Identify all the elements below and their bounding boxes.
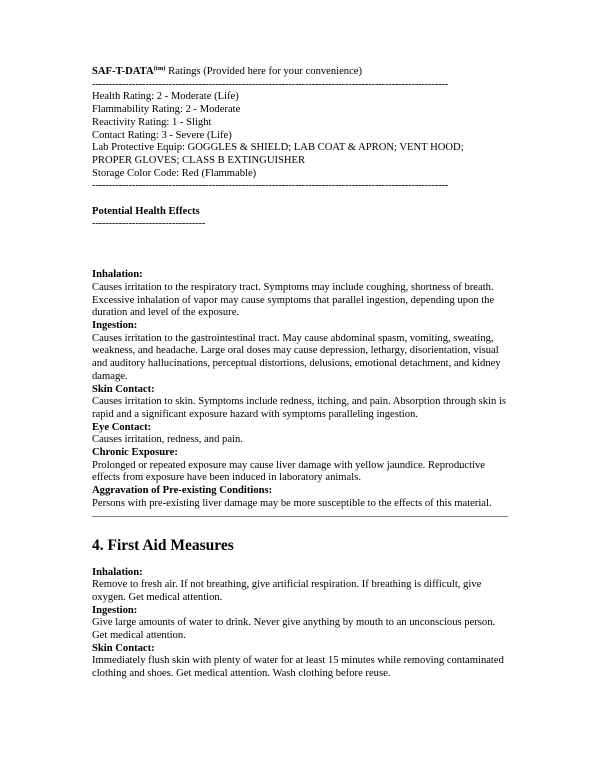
health-effect-label: Ingestion: <box>92 320 138 331</box>
rating-line-flammability: Flammability Rating: 2 - Moderate <box>92 104 241 116</box>
health-effect-text: Persons with pre-existing liver damage may be more susceptible to the effects of this material. <box>92 497 492 509</box>
lab-protective-equip-line-2: PROPER GLOVES; CLASS B EXTINGUISHER <box>92 154 306 166</box>
health-effects-dashes: ---------------------------------- <box>92 218 206 230</box>
health-effect-label: Skin Contact: <box>92 383 155 395</box>
first-aid-text: Immediately flush skin with plenty of water for at least 15 minutes while removing contaminated clothing and shoes. Get medical attention. Wash clothing before reuse. <box>92 655 504 680</box>
health-effect-ingestion <box>92 320 512 384</box>
dash-separator-top: ----------------------------------------------------------------------------------------------------------- <box>92 78 449 90</box>
health-effect-text: Causes irritation to skin. Symptoms include redness, itching, and pain. Absorption through skin is rapid and a significant exposure hazard with symptoms paralleling ingestion. <box>92 396 507 420</box>
health-effect-text: Causes irritation to the gastrointestinal tract. May cause abdominal spasm, vomiting, sweating, weakness, and headache. Large oral doses may cause depression, lethargy, disorientation, visual and auditory hallucinations, perceptual distortions, delusions, emotional detachment, and kidney damage. <box>92 332 501 382</box>
rating-line-contact: Contact Rating: 3 - Severe (Life) <box>92 129 232 141</box>
health-effect-text: Causes irritation, redness, and pain. <box>92 434 243 446</box>
first-aid-inhalation <box>92 567 512 605</box>
section-divider <box>92 516 508 517</box>
saf-t-data-title: SAF-T-DATA <box>92 66 154 77</box>
health-effect-aggravation <box>92 485 512 510</box>
health-effect-inhalation <box>92 269 512 320</box>
health-effect-text: Prolonged or repeated exposure may cause liver damage with yellow jaundice. Reproductive effects from exposure have been induced in laboratory animals. <box>92 459 486 484</box>
health-effect-chronic-exposure <box>92 447 512 485</box>
first-aid-label: Skin Contact: <box>92 642 155 654</box>
trademark-superscript: (tm) <box>153 65 166 72</box>
health-effect-label: Chronic Exposure: <box>92 447 178 459</box>
lab-protective-equip-line-1: Lab Protective Equip: GOGGLES & SHIELD; LAB COAT & APRON; VENT HOOD; <box>92 142 464 154</box>
first-aid-text: Remove to fresh air. If not breathing, give artificial respiration. If breathing is difficult, give oxygen. Get medical attention. <box>92 579 482 603</box>
health-effect-label: Aggravation of Pre-existing Conditions: <box>92 485 273 497</box>
first-aid-ingestion <box>92 605 512 643</box>
health-effect-label: Eye Contact: <box>92 421 152 433</box>
first-aid-text: Give large amounts of water to drink. Never give anything by mouth to an unconscious person. Get medical attention. <box>92 617 496 642</box>
rating-line-health: Health Rating: 2 - Moderate (Life) <box>92 91 239 103</box>
first-aid-label: Inhalation: <box>92 566 143 578</box>
health-effects-title: Potential Health Effects <box>92 205 200 217</box>
first-aid-section-title: 4. First Aid Measures <box>92 536 234 554</box>
first-aid-label: Ingestion: <box>92 604 138 616</box>
storage-color-code: Storage Color Code: Red (Flammable) <box>92 167 257 179</box>
health-effect-eye-contact <box>92 422 512 447</box>
health-effect-text: Causes irritation to the respiratory tract. Symptoms may include coughing, shortness of breath. Excessive inhalation of vapor may cause symptoms that parallel ingestion, depending upon the duration and level of the exposure. <box>92 281 495 319</box>
health-effect-label: Inhalation: <box>92 269 143 281</box>
first-aid-skin-contact <box>92 643 512 681</box>
saf-t-data-heading <box>92 66 512 79</box>
document-page <box>92 66 512 681</box>
health-effect-skin-contact <box>92 384 512 422</box>
dash-separator-bottom: ----------------------------------------------------------------------------------------------------------- <box>92 180 449 192</box>
saf-t-data-subtitle: Ratings (Provided here for your convenience) <box>165 66 363 77</box>
rating-line-reactivity: Reactivity Rating: 1 - Slight <box>92 116 212 128</box>
